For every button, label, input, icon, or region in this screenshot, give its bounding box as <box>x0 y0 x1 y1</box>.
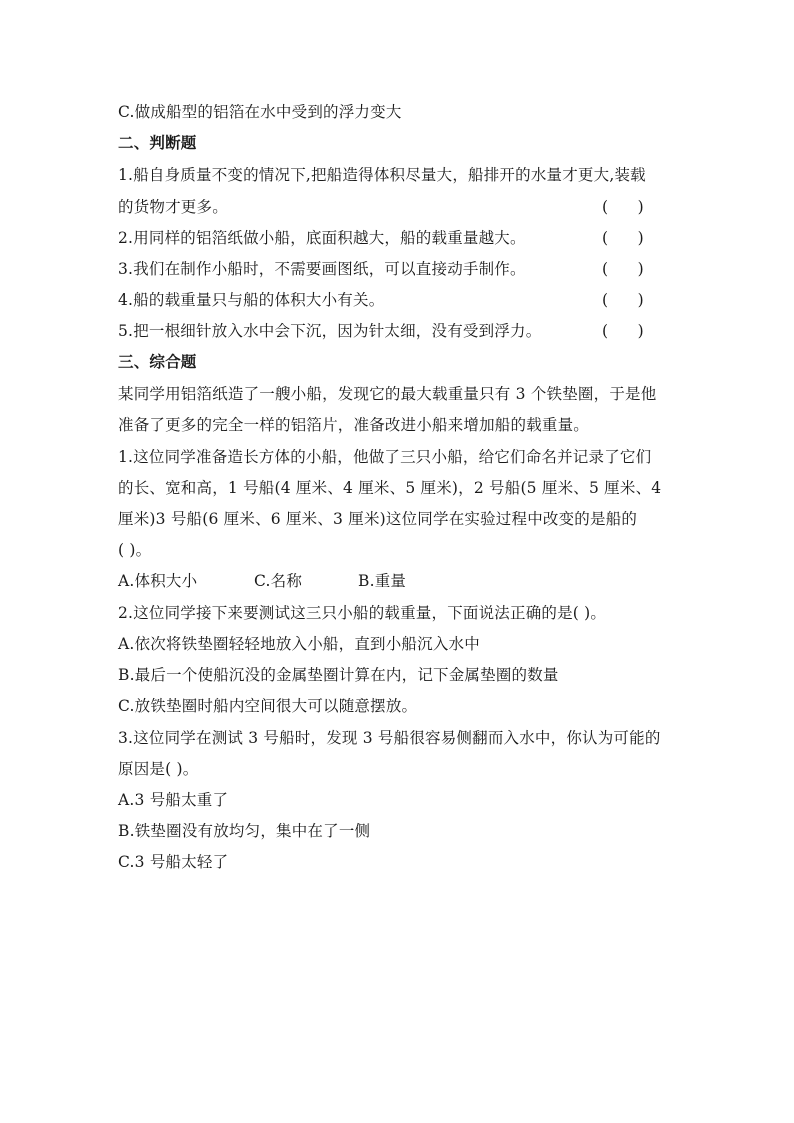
comprehensive-q1-line1: 1.这位同学准备造长方体的小船，他做了三只小船，给它们命名并记录了它们 <box>118 448 652 466</box>
comprehensive-q2-option-c[interactable]: C.放铁垫圈时船内空间很大可以随意摆放。 <box>118 697 418 715</box>
comprehensive-q2-option-b[interactable]: B.最后一个使船沉没的金属垫圈计算在内，记下金属垫圈的数量 <box>118 666 559 684</box>
judgment-q1-line2: 的货物才更多。 <box>118 198 228 216</box>
comprehensive-q3-option-a[interactable]: A.3 号船太重了 <box>118 791 229 809</box>
judgment-q2: 2.用同样的铝箔纸做小船，底面积越大，船的载重量越大。 <box>118 229 526 247</box>
section-heading-judgment: 二、判断题 <box>118 133 197 152</box>
comprehensive-q3-line2[interactable]: 原因是( )。 <box>118 760 199 778</box>
comprehensive-q1-options <box>118 571 406 591</box>
comprehensive-q3-option-b[interactable]: B.铁垫圈没有放均匀，集中在了一侧 <box>118 822 371 840</box>
comprehensive-q1-line2: 的长、宽和高，1 号船(4 厘米、4 厘米、5 厘米)，2 号船(5 厘米、5 厘米、4 <box>118 479 662 497</box>
comprehensive-q2-stem: 2.这位同学接下来要测试这三只小船的载重量，下面说法正确的是( )。 <box>118 604 607 622</box>
judgment-q5: 5.把一根细针放入水中会下沉，因为针太细，没有受到浮力。 <box>118 322 542 340</box>
judgment-q1-answer-blank[interactable]: ( ) <box>602 198 644 216</box>
comprehensive-intro-line1: 某同学用铝箔纸造了一艘小船，发现它的最大载重量只有 3 个铁垫圈，于是他 <box>118 385 657 403</box>
option-a[interactable]: A.体积大小 <box>118 572 198 590</box>
section-heading-comprehensive: 三、综合题 <box>118 352 197 371</box>
judgment-q2-answer-blank[interactable]: ( ) <box>602 229 644 247</box>
option-b[interactable]: B.重量 <box>358 572 407 590</box>
judgment-q4-answer-blank[interactable]: ( ) <box>602 291 644 309</box>
comprehensive-intro-line2: 准备了更多的完全一样的铝箔片，准备改进小船来增加船的载重量。 <box>118 416 590 434</box>
comprehensive-q3-option-c[interactable]: C.3 号船太轻了 <box>118 853 229 871</box>
comprehensive-q1-line3: 厘米)3 号船(6 厘米、6 厘米、3 厘米)这位同学在实验过程中改变的是船的 <box>118 510 638 528</box>
judgment-q5-answer-blank[interactable]: ( ) <box>602 322 644 340</box>
comprehensive-q2-option-a[interactable]: A.依次将铁垫圈轻轻地放入小船，直到小船沉入水中 <box>118 635 480 653</box>
prev-question-option-c: C.做成船型的铝箔在水中受到的浮力变大 <box>118 103 402 121</box>
comprehensive-q3-line1: 3.这位同学在测试 3 号船时，发现 3 号船很容易侧翻而入水中，你认为可能的 <box>118 729 661 747</box>
option-c[interactable]: C.名称 <box>254 572 303 590</box>
comprehensive-q1-line4[interactable]: ( )。 <box>118 541 152 559</box>
judgment-q1-line1: 1.船自身质量不变的情况下,把船造得体积尽量大，船排开的水量才更大,装载 <box>118 166 646 184</box>
judgment-q3-answer-blank[interactable]: ( ) <box>602 260 644 278</box>
judgment-q3: 3.我们在制作小船时，不需要画图纸，可以直接动手制作。 <box>118 260 526 278</box>
judgment-q4: 4.船的载重量只与船的体积大小有关。 <box>118 291 385 309</box>
